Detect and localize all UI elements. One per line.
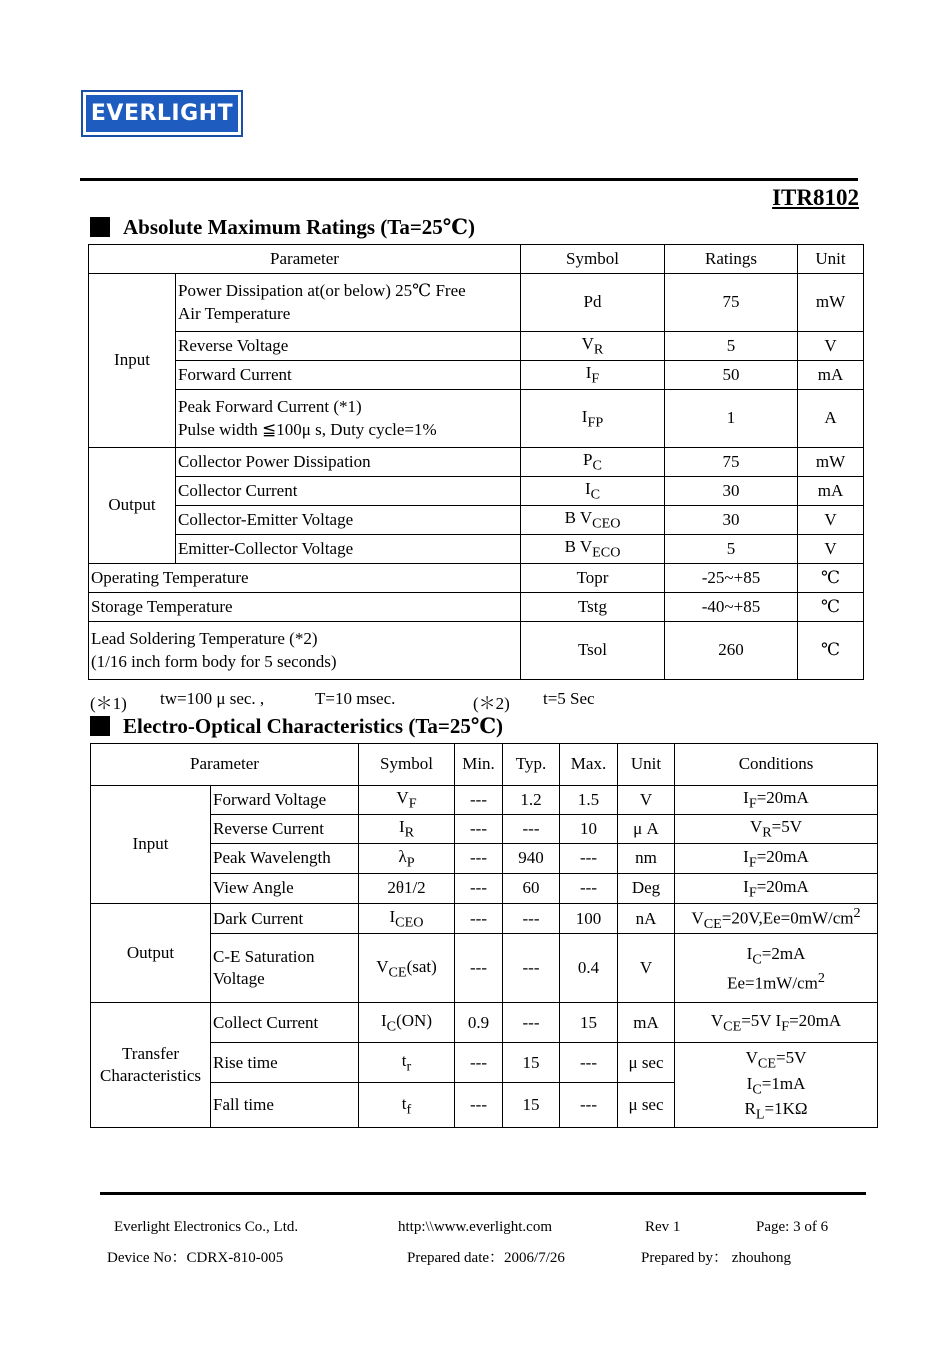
typ-cell: 60 [503,874,560,904]
footer-prepared-date: Prepared date：2006/7/26 [407,1250,565,1266]
unit-cell: ℃ [798,593,864,622]
unit-cell: mA [618,1003,675,1043]
unit-cell: ℃ [798,622,864,680]
symbol-cell: Tstg [521,593,665,622]
symbol-cell: B $V_{CEO}$ [521,506,665,535]
unit-cell: V [798,332,864,361]
header-symbol: Symbol [521,245,665,274]
unit-cell: μ sec [618,1083,675,1128]
eoc-title-text: Electro-Optical Characteristics (Ta=25℃) [123,714,504,738]
max-cell: 1.5 [560,786,618,815]
symbol-cell: $t_f$ [359,1083,455,1128]
table-row [89,506,864,535]
rating-cell: 260 [665,622,798,680]
table-row [89,274,864,332]
table-row [89,332,864,361]
min-cell: --- [455,844,503,874]
typ-cell: --- [503,934,560,1003]
min-cell: --- [455,904,503,934]
header-ratings: Ratings [665,245,798,274]
group-output: Output [89,448,176,564]
min-cell: --- [455,786,503,815]
cond-cell: $V_{CE}=5V$ $I_C=1mA$ $R_L=1K\Omega$ [675,1043,878,1128]
unit-cell: mW [798,274,864,332]
typ-cell: --- [503,1003,560,1043]
param-cell: Collector Power Dissipation [176,448,521,477]
cond-cell: $I_F=20mA$ [675,786,878,815]
param-cell: Lead Soldering Temperature (*2) (1/16 inch form body for 5 seconds) [89,622,521,680]
header-parameter: Parameter [89,245,521,274]
typ-cell: --- [503,815,560,844]
param-cell: Forward Voltage [211,786,359,815]
unit-cell: ℃ [798,564,864,593]
footer-page: Page: 3 of 6 [756,1219,829,1235]
eoc-title [90,713,503,739]
unit-cell: V [618,934,675,1003]
part-number: ITR8102 [772,185,859,210]
unit-cell: μ A [618,815,675,844]
param-cell: Collector Current [176,477,521,506]
note2-text: t=5 Sec [543,689,595,708]
typ-cell: 15 [503,1083,560,1128]
rating-cell: 75 [665,448,798,477]
param-cell: Collect Current [211,1003,359,1043]
typ-cell: --- [503,904,560,934]
unit-cell: A [798,390,864,448]
symbol-cell: $P_C$ [521,448,665,477]
min-cell: --- [455,874,503,904]
symbol-cell: Topr [521,564,665,593]
rating-cell: 75 [665,274,798,332]
table-row [89,622,864,680]
header-conditions: Conditions [675,744,878,786]
symbol-cell: Pd [521,274,665,332]
table-row [89,448,864,477]
amr-table [88,244,864,680]
symbol-cell: $\lambda_P$ [359,844,455,874]
symbol-cell: $V_F$ [359,786,455,815]
param-cell: Peak Forward Current (*1) Pulse width ≦100μ s, Duty cycle=1% [176,390,521,448]
rating-cell: 50 [665,361,798,390]
min-cell: --- [455,1083,503,1128]
symbol-cell: B $V_{ECO}$ [521,535,665,564]
header-min: Min. [455,744,503,786]
symbol-cell: $t_r$ [359,1043,455,1083]
footer-rev: Rev 1 [645,1219,681,1235]
unit-cell: Deg [618,874,675,904]
footer-prepared-by: Prepared by： zhouhong [641,1250,791,1266]
amr-title-text: Absolute Maximum Ratings (Ta=25℃) [123,215,475,239]
header-typ: Typ. [503,744,560,786]
param-cell: Reverse Voltage [176,332,521,361]
bullet-square-icon [90,716,110,736]
param-cell: Power Dissipation at(or below) 25℃ Free Air Temperature [176,274,521,332]
max-cell: --- [560,1083,618,1128]
table-header-row [89,245,864,274]
param-cell: Rise time [211,1043,359,1083]
unit-cell: mA [798,361,864,390]
typ-cell: 940 [503,844,560,874]
group-output: Output [91,904,211,1003]
table-row [89,593,864,622]
symbol-cell: $I_{CEO}$ [359,904,455,934]
unit-cell: nm [618,844,675,874]
min-cell: --- [455,815,503,844]
max-cell: --- [560,1043,618,1083]
rating-cell: 5 [665,332,798,361]
cond-cell: $I_F=20mA$ [675,874,878,904]
rating-cell: 30 [665,506,798,535]
param-cell: Peak Wavelength [211,844,359,874]
table-row [89,361,864,390]
footer-company: Everlight Electronics Co., Ltd. [114,1219,299,1235]
table-row [89,564,864,593]
symbol-cell: Tsol [521,622,665,680]
param-cell: Emitter-Collector Voltage [176,535,521,564]
symbol-cell: $V_R$ [521,332,665,361]
note1-text2: T=10 msec. [315,689,396,708]
cond-cell: $I_C=2mA$ $Ee=1mW/cm^2$ [675,934,878,1003]
param-cell: Fall time [211,1083,359,1128]
unit-cell: nA [618,904,675,934]
rating-cell: 5 [665,535,798,564]
footer-device: Device No：CDRX-810-005 [107,1250,284,1266]
unit-cell: V [798,535,864,564]
header-rule [80,178,858,181]
max-cell: --- [560,844,618,874]
max-cell: 100 [560,904,618,934]
header-unit: Unit [618,744,675,786]
max-cell: --- [560,874,618,904]
param-cell: View Angle [211,874,359,904]
cond-cell: $V_{CE}=5V$ $I_F=20mA$ [675,1003,878,1043]
rating-cell: -25~+85 [665,564,798,593]
typ-cell: 1.2 [503,786,560,815]
unit-cell: V [798,506,864,535]
param-cell: C-E Saturation Voltage [211,934,359,1003]
param-cell: Reverse Current [211,815,359,844]
max-cell: 15 [560,1003,618,1043]
note1-text: tw=100 μ sec. , [160,689,265,708]
param-cell: Collector-Emitter Voltage [176,506,521,535]
footer-rule [100,1192,866,1195]
amr-title [90,214,475,240]
max-cell: 0.4 [560,934,618,1003]
table-row [91,904,878,934]
table-header-row [91,744,878,786]
unit-cell: mA [798,477,864,506]
symbol-cell: $I_C$ [521,477,665,506]
header-unit: Unit [798,245,864,274]
symbol-cell: $I_C(ON)$ [359,1003,455,1043]
unit-cell: mW [798,448,864,477]
header-max: Max. [560,744,618,786]
header-parameter: Parameter [91,744,359,786]
symbol-cell: $I_F$ [521,361,665,390]
symbol-cell: $I_{FP}$ [521,390,665,448]
table-row [89,477,864,506]
symbol-cell: 2θ1/2 [359,874,455,904]
param-cell: Storage Temperature [89,593,521,622]
cond-cell: $V_{CE}=20V,Ee=0mW/cm^2$ [675,904,878,934]
rating-cell: -40~+85 [665,593,798,622]
table-row [89,390,864,448]
rating-cell: 30 [665,477,798,506]
header-symbol: Symbol [359,744,455,786]
cond-cell: $V_R=5V$ [675,815,878,844]
eoc-table [90,743,878,1128]
min-cell: --- [455,1043,503,1083]
param-cell: Forward Current [176,361,521,390]
cond-cell: $I_F=20mA$ [675,844,878,874]
symbol-cell: $I_R$ [359,815,455,844]
max-cell: 10 [560,815,618,844]
table-row [91,786,878,815]
group-input: Input [89,274,176,448]
min-cell: --- [455,934,503,1003]
min-cell: 0.9 [455,1003,503,1043]
unit-cell: μ sec [618,1043,675,1083]
table-row [89,535,864,564]
logo-text: EVERLIGHT [86,95,238,132]
table-row [91,1003,878,1043]
note1-mark: (＊1) [90,694,127,713]
symbol-cell: $V_{CE}(sat)$ [359,934,455,1003]
param-cell: Operating Temperature [89,564,521,593]
typ-cell: 15 [503,1043,560,1083]
footer-url: http:\\www.everlight.com [398,1219,552,1235]
group-input: Input [91,786,211,904]
param-cell: Dark Current [211,904,359,934]
rating-cell: 1 [665,390,798,448]
unit-cell: V [618,786,675,815]
note2-mark: (＊2) [473,694,510,713]
everlight-logo [81,90,243,137]
bullet-square-icon [90,217,110,237]
group-transfer: Transfer Characteristics [91,1003,211,1128]
